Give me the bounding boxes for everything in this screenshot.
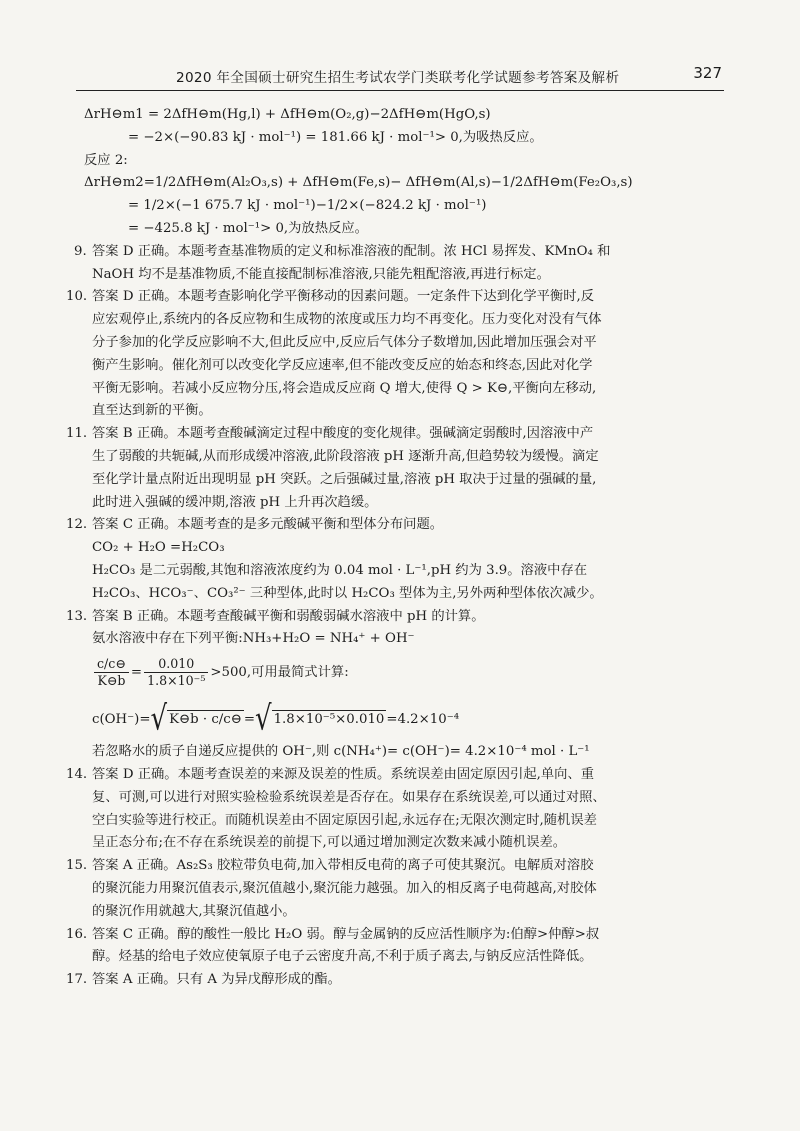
answer-text: 醇。烃基的给电子效应使氧原子电子云密度升高,不利于质子离去,与钠反应活性降低。 <box>92 949 593 965</box>
answer-text: 的聚沉能力用聚沉值表示,聚沉值越小,聚沉能力越强。加入的相反离子电荷越高,对胶体 <box>92 880 597 896</box>
answer-text: 呈正态分布;在不存在系统误差的前提下,可以通过增加测定次数来减小随机误差。 <box>92 835 567 851</box>
answer-text: 复、可测,可以进行对照实验检验系统误差是否存在。如果存在系统误差,可以通过对照、 <box>92 789 606 805</box>
sqrt-values: √ 1.8×10⁻⁵×0.010 <box>255 699 385 739</box>
answer-item-12 <box>66 514 716 605</box>
reaction1-line1: ΔrH⊖m1 = 2ΔfH⊖m(Hg,l) + ΔfH⊖m(O₂,g)−2ΔfH⊖m(HgO,s) <box>84 107 491 122</box>
reaction2-line1: ΔrH⊖m2=1/2ΔfH⊖m(Al₂O₃,s) + ΔfH⊖m(Fe,s)− ΔfH⊖m(Al,s)−1/2ΔfH⊖m(Fe₂O₃,s) <box>84 175 633 191</box>
ratio-check: $\frac{c/c⊖}{K⊖b}$ = $\frac{0.010}{\text{1.8×10⁻⁵}}$ >500,可用最简式计算: <box>66 653 716 693</box>
answer-text: 平衡无影响。若减小反应物分压,将会造成反应商 Q 增大,使得 Q > K⊖,平衡向左移动, <box>92 380 597 396</box>
answer-text: 答案 C 正确。本题考查的是多元酸碱平衡和型体分布问题。 <box>92 517 444 533</box>
item-number: 15. <box>66 858 88 874</box>
equation: CO₂ + H₂O =H₂CO₃ <box>92 540 225 556</box>
answer-item-15 <box>66 855 716 923</box>
answer-text: H₂CO₃ 是二元弱酸,其饱和溶液浓度约为 0.04 mol · L⁻¹,pH 约为 3.9。溶液中存在 <box>92 562 588 578</box>
answer-text: 衡产生影响。催化剂可以改变化学反应速率,但不能改变反应的始态和终态,因此对化学 <box>92 357 593 373</box>
answer-text: 的聚沉作用就越大,其聚沉值越小。 <box>92 903 296 919</box>
reaction1-line2: = −2×(−90.83 kJ · mol⁻¹) = 181.66 kJ · mol⁻¹> 0,为吸热反应。 <box>128 129 543 145</box>
answer-text: 答案 D 正确。本题考查误差的来源及误差的性质。系统误差由固定原因引起,单向、重 <box>92 766 595 782</box>
reaction2-label: 反应 2: <box>84 152 128 168</box>
answer-item-17 <box>66 969 716 992</box>
answer-item-14 <box>66 764 716 855</box>
answer-item-16 <box>66 924 716 970</box>
answer-item-11 <box>66 423 716 514</box>
reaction2-line3: = −425.8 kJ · mol⁻¹> 0,为放热反应。 <box>128 220 368 236</box>
answer-text: 答案 C 正确。醇的酸性一般比 H₂O 弱。醇与金属钠的反应活性顺序为:伯醇>仲醇>叔 <box>92 926 600 942</box>
running-header <box>76 64 724 91</box>
answer-text: 答案 D 正确。本题考查基准物质的定义和标准溶液的配制。浓 HCl 易挥发、KMnO₄ 和 <box>92 243 611 259</box>
answer-text: 答案 B 正确。本题考查酸碱平衡和弱酸弱碱水溶液中 pH 的计算。 <box>92 608 485 624</box>
oh-concentration-formula: c(OH⁻)=√ K⊖b · c/c⊖ =√ 1.8×10⁻⁵×0.010 =4.2×10⁻⁴ <box>66 697 716 741</box>
fraction-values: $\frac{0.010}{\text{1.8×10⁻⁵}}$ <box>144 656 208 689</box>
answer-item-13 <box>66 606 716 764</box>
answer-text: 答案 A 正确。只有 A 为异戊醇形成的酯。 <box>92 972 341 988</box>
item-number: 9. <box>74 243 87 259</box>
item-number: 17. <box>66 972 88 988</box>
item-number: 10. <box>66 289 88 305</box>
answer-text: 至化学计量点附近出现明显 pH 突跃。之后强碱过量,溶液 pH 取决于过量的强碱的量, <box>92 471 597 487</box>
answer-text: NaOH 均不是基准物质,不能直接配制标准溶液,只能先粗配溶液,再进行标定。 <box>92 266 550 282</box>
answer-content <box>66 104 716 992</box>
sqrt-kb-c: √ K⊖b · c/c⊖ <box>150 699 242 739</box>
answer-text: 答案 B 正确。本题考查酸碱滴定过程中酸度的变化规律。强碱滴定弱酸时,因溶液中产 <box>92 426 594 442</box>
item-number: 12. <box>66 517 88 533</box>
equilibrium-equation: 氨水溶液中存在下列平衡:NH₃+H₂O = NH₄⁺ + OH⁻ <box>92 631 415 647</box>
answer-item-9 <box>74 241 716 287</box>
answer-item-10 <box>66 286 716 423</box>
answer-text: 应宏观停止,系统内的各反应物和生成物的浓度或压力均不再变化。压力变化对没有气体 <box>92 312 602 328</box>
answer-text: 答案 A 正确。As₂S₃ 胶粒带负电荷,加入带相反电荷的离子可使其聚沉。电解质对溶胶 <box>92 858 594 874</box>
answer-text: 此时进入强碱的缓冲期,溶液 pH 上升再次趋缓。 <box>92 494 378 510</box>
item-number: 16. <box>66 926 88 942</box>
answer-text: 生了弱酸的共轭碱,从而形成缓冲溶液,此阶段溶液 pH 逐渐升高,但趋势较为缓慢。滴定 <box>92 448 599 464</box>
header-title: 2020 年全国硕士研究生招生考试农学门类联考化学试题参考答案及解析 <box>176 70 620 86</box>
fraction-c-over-kb: $\frac{c/c⊖}{K⊖b}$ <box>94 656 129 689</box>
answer-text: H₂CO₃、HCO₃⁻、CO₃²⁻ 三种型体,此时以 H₂CO₃ 型体为主,另外两种型体依次减少。 <box>92 585 603 601</box>
answer-text: 答案 D 正确。本题考查影响化学平衡移动的因素问题。一定条件下达到化学平衡时,反 <box>92 289 595 305</box>
item-number: 13. <box>66 608 88 624</box>
answer-text: 直至达到新的平衡。 <box>92 403 212 419</box>
answer-text: 空白实验等进行校正。而随机误差由不固定原因引起,永远存在;无限次测定时,随机误差 <box>92 812 597 828</box>
answer-text: 分子参加的化学反应影响不大,但此反应中,反应后气体分子数增加,因此增加压强会对平 <box>92 334 597 350</box>
item-number: 11. <box>66 426 88 442</box>
page-number: 327 <box>693 64 722 82</box>
item-number: 14. <box>66 766 88 782</box>
answer-text: 若忽略水的质子自递反应提供的 OH⁻,则 c(NH₄⁺)= c(OH⁻)= 4.2×10⁻⁴ mol · L⁻¹ <box>92 744 590 760</box>
reaction2-line2: = 1/2×(−1 675.7 kJ · mol⁻¹)−1/2×(−824.2 kJ · mol⁻¹) <box>128 198 487 214</box>
